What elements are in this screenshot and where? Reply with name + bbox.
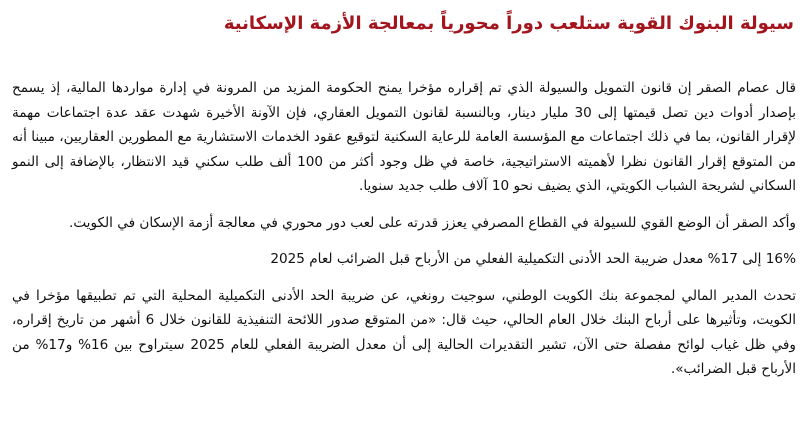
article-headline: سيولة البنوك القوية ستلعب دوراً محورياً بمعالجة الأزمة الإسكانية	[223, 13, 794, 34]
article-subheading: 16% إلى 17% معدل ضريبة الحد الأدنى التكميلية الفعلي من الأرباح قبل الضرائب لعام 2025	[270, 251, 796, 267]
article-paragraph-4: تحدث المدير المالي لمجموعة بنك الكويت الوطني، سوجيت رونغي، عن ضريبة الحد الأدنى التكميلية المحلية التي تم تطبيقها مؤخرا في الكويت، وتأثيرها على أرباح البنك خلال العام الحالي، حيث قال: «من المتوقع صدور اللائحة التنفيذية للقانون خلال 6 أشهر من تاريخ إقراره، وفي ظل غياب لوائح مفصلة حتى الآن، تشير التقديرات الحالية إلى أن معدل الضريبة الفعلي للعام 2025 سيتراوح بين 16% و17% من الأرباح قبل الضرائب».	[12, 287, 796, 377]
article-body	[12, 76, 796, 382]
article-paragraph-1: قال عصام الصقر إن قانون التمويل والسيولة الذي تم إقراره مؤخرا يمنح الحكومة المزيد من المرونة في إدارة مواردها المالية، إذ يسمح بإصدار أدوات دين تصل قيمتها إلى 30 مليار دينار، وبالنسبة لقانون التمويل العقاري، فإن الآونة الأخيرة شهدت عقد عدة اجتماعات مهمة لإقرار القانون، بما في ذلك اجتماعات مع المؤسسة العامة للرعاية السكنية لتوقيع عقود الخدمات الاستشارية مع المطورين العقاريين، مبينا أنه من المتوقع إقرار القانون نظرا لأهميته الاستراتيجية، خاصة في ظل وجود أكثر من 100 ألف طلب سكني قيد الانتظار، بالإضافة إلى النمو السكاني لشريحة الشباب الكويتي، الذي يضيف نحو 10 آلاف طلب جديد سنويا.	[12, 80, 796, 194]
article-paragraph-2: وأكد الصقر أن الوضع القوي للسيولة في القطاع المصرفي يعزز قدرته على لعب دور محوري في معالجة أزمة الإسكان في الكويت.	[69, 214, 796, 231]
